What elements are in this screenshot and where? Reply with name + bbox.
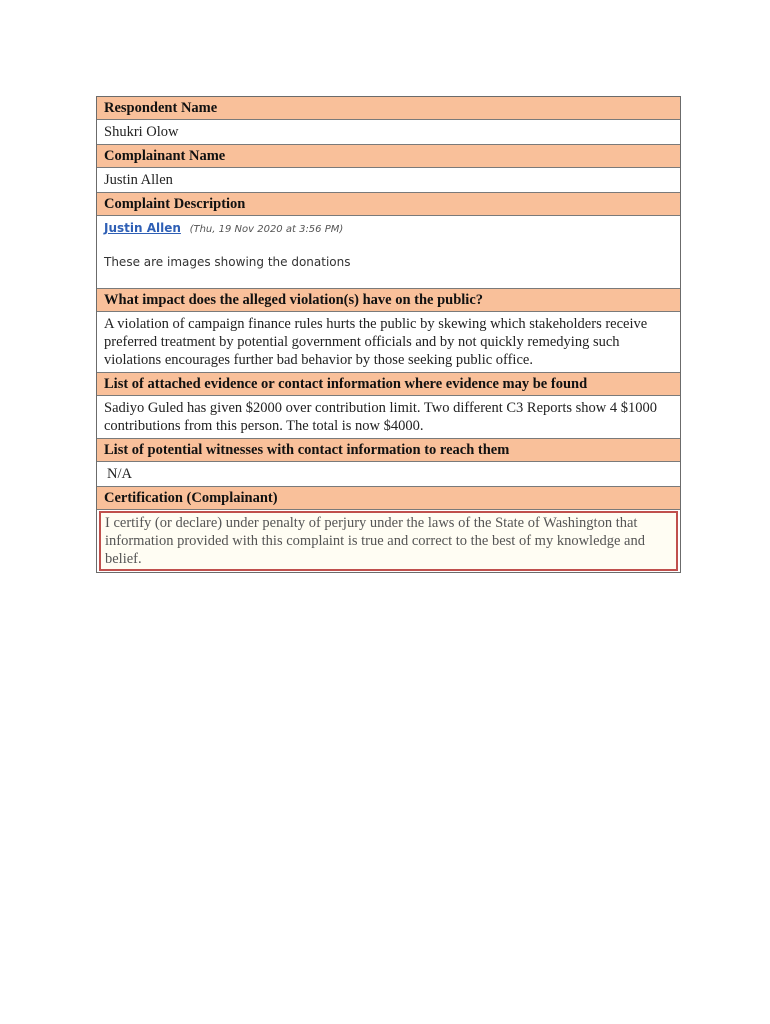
evidence-header: List of attached evidence or contact information where evidence may be found bbox=[97, 373, 680, 396]
complainant-name-value: Justin Allen bbox=[97, 168, 680, 193]
comment-meta bbox=[104, 220, 673, 238]
complaint-description-value bbox=[97, 216, 680, 289]
public-impact-value: A violation of campaign finance rules hurts the public by skewing which stakeholders receive preferred treatment by potential government officials and by not quickly remedying such violations encourages further bad behavior by those seeking public office. bbox=[97, 312, 680, 373]
respondent-name-value: Shukri Olow bbox=[97, 120, 680, 145]
certification-statement: I certify (or declare) under penalty of perjury under the laws of the State of Washington that information provided with this complaint is true and correct to the best of my knowledge and belief. bbox=[99, 511, 678, 571]
complainant-name-header: Complainant Name bbox=[97, 145, 680, 168]
complaint-description-header: Complaint Description bbox=[97, 193, 680, 216]
comment-author-link[interactable]: Justin Allen bbox=[104, 221, 181, 235]
certification-header: Certification (Complainant) bbox=[97, 487, 680, 510]
witnesses-header: List of potential witnesses with contact information to reach them bbox=[97, 439, 680, 462]
evidence-value: Sadiyo Guled has given $2000 over contribution limit. Two different C3 Reports show 4 $1000 contributions from this person. The total is now $4000. bbox=[97, 396, 680, 439]
public-impact-header: What impact does the alleged violation(s) have on the public? bbox=[97, 289, 680, 312]
respondent-name-header: Respondent Name bbox=[97, 97, 680, 120]
comment-timestamp: (Thu, 19 Nov 2020 at 3:56 PM) bbox=[189, 224, 344, 235]
complaint-form-table bbox=[96, 96, 681, 573]
witnesses-value: N/A bbox=[97, 462, 680, 487]
comment-body: These are images showing the donations bbox=[104, 255, 351, 269]
